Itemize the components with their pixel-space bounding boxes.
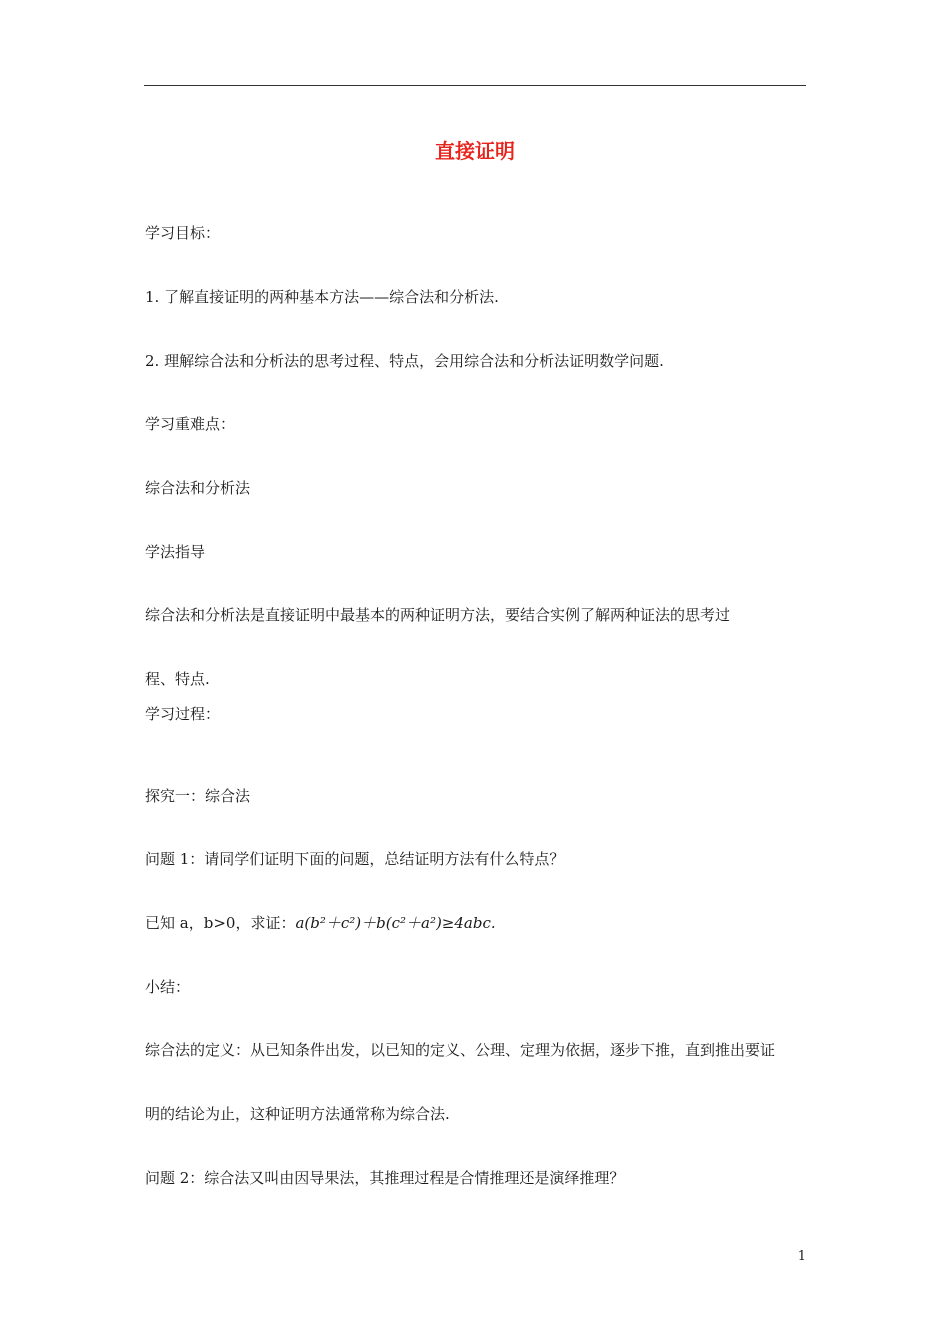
learning-goals-heading: 学习目标：	[145, 224, 221, 242]
header-rule	[144, 85, 806, 86]
problem-line	[145, 912, 810, 934]
question-1: 问题 1：请同学们证明下面的问题，总结证明方法有什么特点？	[145, 850, 565, 868]
study-guide-paragraph-line-1: 综合法和分析法是直接证明中最基本的两种证明方法，要结合实例了解两种证法的思考过	[145, 606, 731, 624]
definition-line-2: 明的结论为止，这种证明方法通常称为综合法.	[145, 1105, 450, 1123]
page-title: 直接证明	[435, 139, 515, 163]
study-guide-heading: 学法指导	[145, 543, 206, 561]
question-2: 问题 2：综合法又叫由因导果法，其推理过程是合情推理还是演绎推理？	[145, 1169, 625, 1187]
goal-item-2: 2. 理解综合法和分析法的思考过程、特点，会用综合法和分析法证明数学问题.	[145, 352, 664, 370]
key-points-text: 综合法和分析法	[145, 479, 251, 497]
study-guide-paragraph-line-2: 程、特点.	[145, 670, 210, 688]
goal-item-1: 1. 了解直接证明的两种基本方法——综合法和分析法.	[145, 288, 499, 306]
key-points-heading: 学习重难点：	[145, 415, 236, 433]
summary-heading: 小结：	[145, 978, 191, 996]
problem-condition: a，b>0，求证：	[179, 914, 296, 932]
process-heading: 学习过程：	[145, 705, 221, 723]
explore-1-heading: 探究一：综合法	[145, 787, 251, 805]
definition-line-1: 综合法的定义：从已知条件出发，以已知的定义、公理、定理为依据，逐步下推，直到推出要证	[145, 1041, 776, 1059]
problem-prefix: 已知	[145, 914, 180, 932]
page-number: 1	[797, 1249, 806, 1264]
problem-statement: a(b²＋c²)＋b(c²＋a²)≥4abc.	[295, 914, 496, 932]
